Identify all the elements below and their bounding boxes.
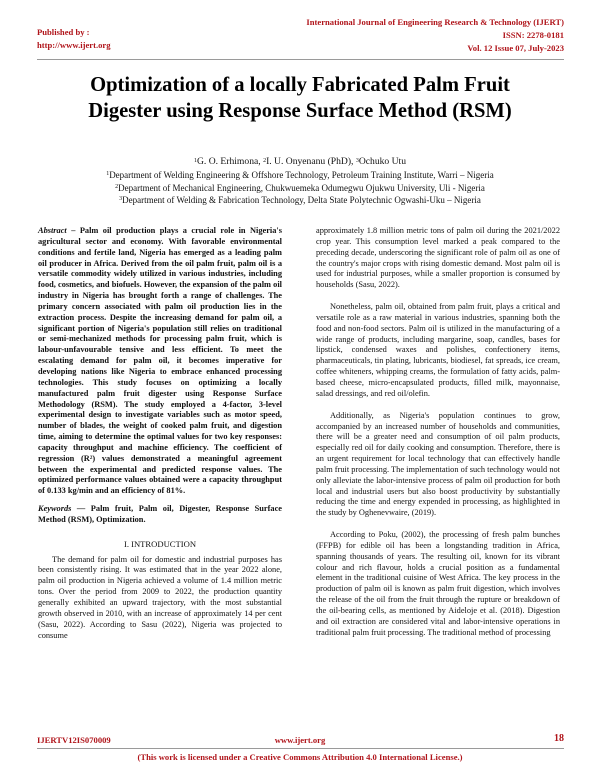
right-column (316, 226, 560, 639)
affiliation-1-text: Department of Welding Engineering & Offshore Technology, Petroleum Training Institute, Warri – Nigeria (109, 170, 494, 181)
header-publisher (37, 26, 111, 52)
affiliation-1 (30, 169, 570, 181)
author-2-name: I. U. Onyenanu (PhD), (266, 156, 356, 167)
section-heading: I. INTRODUCTION (123, 538, 197, 549)
publisher-url-link[interactable]: http://www.ijert.org (37, 40, 111, 50)
paragraph-processing: According to Poku, (2002), the processing of fresh palm bunches (FFPB) for edible oil has been a longstanding tradition in Africa, spanning thousands of years. The resulting oil, known for its vibrant colour and rich flavour, holds a crucial position as a fundamental element in the traditional cuisine of West Africa. The key process in the production of palm oil is known as palm fruit digestion, which involves the release of the oil from the fruit through the rupture or breakdown of the oil-bearing cells, as mentioned by Aideloje et al. (2018). Digestion and oil extraction are considered vital and labor-intensive operations in traditional palm fruit processing. The traditional method of processing (316, 530, 560, 637)
paragraph-consumption: approximately 1.8 million metric tons of palm oil during the 2021/2022 crop year. This consumption level marked a peak compared to the preceding decade, underscoring the significant role of palm oil as one of the country's major crops with rising domestic demand. Most palm oil is used for industrial purposes, while a smaller proportion is consumed by households (Sasu, 2022). (316, 226, 560, 290)
footer-license: (This work is licensed under a Creative Commons Attribution 4.0 International License.) (137, 752, 463, 762)
journal-name: International Journal of Engineering Research & Technology (IJERT) (306, 17, 564, 27)
title-line-1: Optimization of a locally Fabricated Palm Fruit (90, 74, 510, 96)
volume-label: Vol. 12 Issue 07, July-2023 (467, 43, 564, 53)
affiliation-2-sup: 2 (115, 183, 119, 190)
abstract-label: Abstract (38, 226, 67, 235)
issn-label: ISSN: 2278-0181 (502, 30, 564, 40)
abstract-text: – Palm oil production plays a crucial role in Nigeria's agricultural sector and economy. With favorable environmental conditions and fertile land, Nigeria has emerged as a leading palm oil producer in Africa. Derived from the oil palm fruit, palm oil is a versatile commodity widely utilized in various industries, including food, cosmetics, and biofuels. However, the expansion of the palm oil industry in Nigeria has brought forth a range of challenges. The primary concern associated with palm oil production lies in the extraction process. Despite the increasing demand for palm oil, a significant portion of Nigeria's population still relies on traditional or semi-mechanized methods for processing palm fruit, which is labour-unfavourable tensive and less efficient. To meet the escalating demand for palm oil, it becomes imperative for developing nations like Nigeria to embrace enhanced processing technologies. This study focuses on optimizing a locally manufactured palm fruit digester using Response Surface Methodology (RSM). The study employed a 4-factor, 3-level experimental design to investigate variables such as motor speed, number of blades, the weight of cooked palm fruit, and digestion time, aiming to determine the optimal values for two key responses: capacity throughput and machine efficiency. The coefficient of regression (R²) values demonstrated a meaningful agreement between the experimental and predicted response values. The optimized performance values obtained were a capacity throughput of 0.133 kg/min and an efficiency of 81%. (38, 226, 282, 496)
header-journal-info (306, 16, 564, 55)
footer-site-link[interactable]: www.ijert.org (274, 735, 326, 745)
affiliation-1-sup: 1 (106, 171, 110, 178)
affiliation-3-sup: 3 (119, 196, 123, 203)
author-2-sup: 2 (263, 158, 267, 164)
page-number: 18 (554, 733, 564, 744)
keywords (38, 504, 282, 526)
author-3-sup: 3 (355, 158, 359, 164)
author-1-name: G. O. Erhimona, (196, 156, 264, 167)
affiliation-2 (30, 182, 570, 194)
affiliation-3 (30, 194, 570, 206)
author-1-sup: 1 (193, 158, 197, 164)
paper-title (30, 72, 570, 124)
author-3-name: Ochuko Utu (358, 156, 407, 167)
left-column (38, 226, 282, 641)
intro-paragraph-1: The demand for palm oil for domestic and industrial purposes has been consistently rising. It was estimated that in the year 2022 alone, palm oil production in Nigeria achieved a volume of 1.4 million metric tons. Over the period from 2009 to 2022, the production quantity generally exhibited an upward trajectory, with the most substantial growth observed in 2010, with an increase of approximately 14 per cent (Sasu, 2022). According to Sasu (2022), Nigeria was projected to consume (38, 554, 282, 640)
author-names (30, 156, 570, 168)
footer-divider (37, 748, 564, 749)
footer-paper-id: IJERTV12IS070009 (37, 735, 111, 745)
header-divider (37, 59, 564, 60)
paragraph-uses: Nonetheless, palm oil, obtained from palm fruit, plays a critical and versatile role as a raw material in various industries, spanning both the food and non-food sectors. Palm oil is utilized in the manufacturing of a wide range of products, including margarine, soap, candles, bases for lipstick, condensed waxes and polishes, confectionery items, pharmaceuticals, tin plating, lubricants, biodiesel, fat spreads, ice cream, coffee whiteners, whipping creams, the formulation of fatty acids, palm-based cheese, micro-encapsulated products, filled milk, mayonnaise, salad dressings, and red oil/olefin. (316, 302, 560, 398)
affiliation-2-text: Department of Mechanical Engineering, Chukwuemeka Odumegwu Ojukwu University, Uli - Nigeria (118, 182, 485, 193)
author-block (30, 156, 570, 207)
keywords-text: — Palm fruit, Palm oil, Digester, Response Surface Method (RSM), Optimization. (38, 504, 282, 524)
published-by-label: Published by : (37, 27, 90, 37)
title-line-2: Digester using Response Surface Method (RSM) (88, 100, 512, 122)
abstract (38, 226, 282, 497)
keywords-label: Keywords (38, 504, 72, 514)
affiliation-3-text: Department of Welding & Fabrication Technology, Delta State Polytechnic Ogwashi-Uku – Nigeria (122, 195, 481, 206)
paragraph-population: Additionally, as Nigeria's population continues to grow, accompanied by an increased number of households and communities, there will be a greater need and consumption of oil palm products, especially red oil for daily cooking and consumption. Therefore, there is an urgent requirement for local technology that can effectively handle palm fruit processing. The implementation of such technology would not only alleviate the labor-intensive process of palm oil production for both local and industrial users but also boost productivity by substantially reducing the time and energy expended in processing, as highlighted in the study by Oghenevwaire, (2019). (316, 410, 560, 518)
